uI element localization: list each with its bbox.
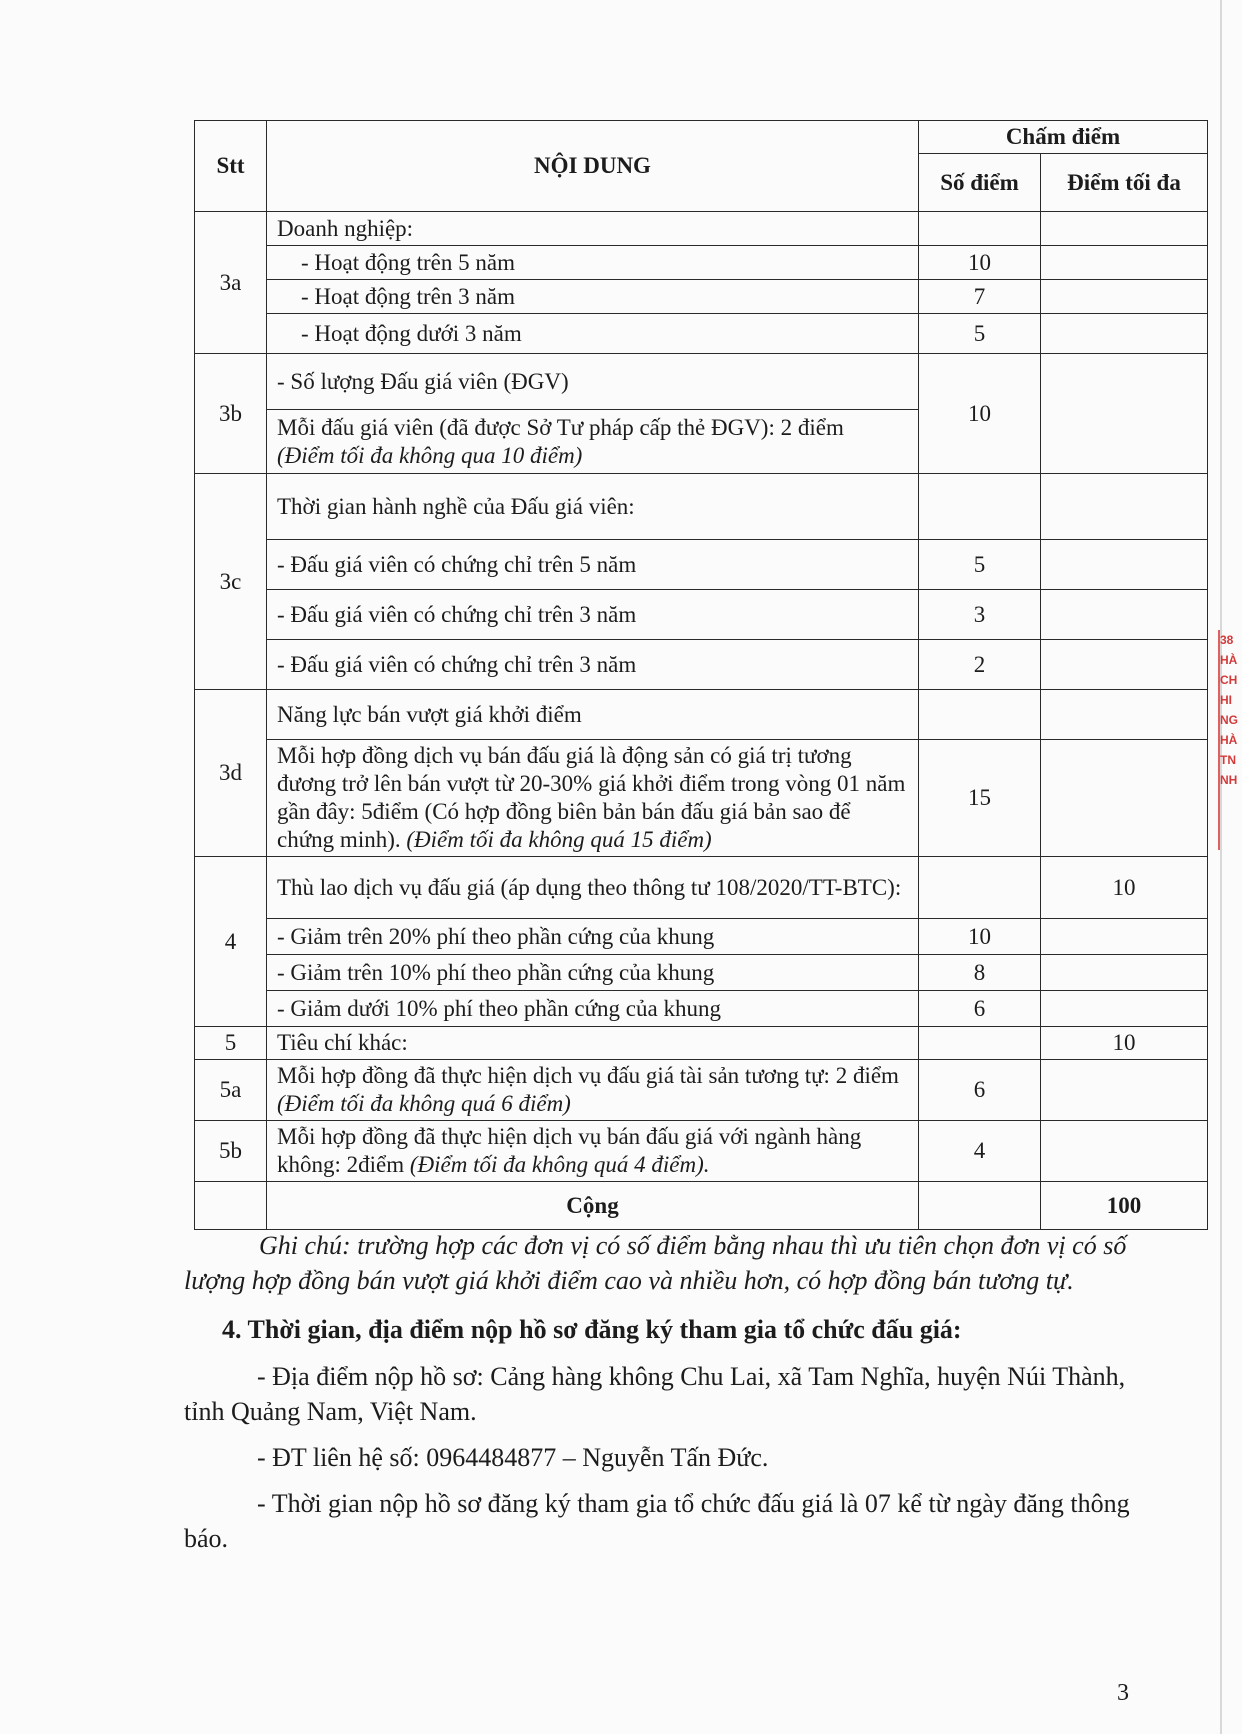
- page-edge-line: [1220, 0, 1222, 1734]
- header-score: Số điểm: [919, 154, 1041, 212]
- row-4-item-2: - Giảm trên 10% phí theo phần cứng của khung: [267, 955, 919, 991]
- scoring-table: [194, 120, 1208, 1230]
- stt-4: 4: [195, 857, 267, 1027]
- header-max-score: Điểm tối đa: [1041, 154, 1208, 212]
- row-4-item-1: - Giảm trên 20% phí theo phần cứng của khung: [267, 919, 919, 955]
- stt-5a: 5a: [195, 1060, 267, 1121]
- row-3a-score-1: 10: [919, 246, 1041, 280]
- header-stt: Stt: [195, 121, 267, 212]
- row-5b-score: 4: [919, 1121, 1041, 1182]
- section-4-heading: 4. Thời gian, địa điểm nộp hồ sơ đăng ký tham gia tổ chức đấu giá:: [222, 1315, 962, 1344]
- stt-5: 5: [195, 1027, 267, 1060]
- row-4-score-2: 8: [919, 955, 1041, 991]
- row-5-title: Tiêu chí khác:: [267, 1027, 919, 1060]
- table-note: Ghi chú: trường hợp các đơn vị có số điểm bằng nhau thì ưu tiên chọn đơn vị có số lượng hợp đồng bán vượt giá khởi điểm cao và nhiều hơn, có hợp đồng bán tương tự.: [184, 1231, 1127, 1295]
- row-5a-note: (Điểm tối đa không quá 6 điểm): [277, 1091, 571, 1116]
- row-3d-note: (Điểm tối đa không quá 15 điểm): [406, 827, 712, 852]
- red-seal-stamp-edge: 38 HÀ CH HI NG HÀ TN NH: [1218, 630, 1242, 850]
- page-number: 3: [1117, 1680, 1129, 1706]
- submission-location: - Địa điểm nộp hồ sơ: Cảng hàng không Chu Lai, xã Tam Nghĩa, huyện Núi Thành, tỉnh Quảng Nam, Việt Nam.: [184, 1362, 1126, 1426]
- body-text: [184, 1228, 1144, 1567]
- row-3b-score: 10: [919, 354, 1041, 474]
- row-3a-item-1: - Hoạt động trên 5 năm: [267, 246, 919, 280]
- row-5b-note: (Điểm tối đa không quá 4 điểm).: [409, 1152, 710, 1177]
- stt-5b: 5b: [195, 1121, 267, 1182]
- row-3c-title: Thời gian hành nghề của Đấu giá viên:: [267, 474, 919, 540]
- total-label: Cộng: [267, 1182, 919, 1230]
- row-3c-item-1: - Đấu giá viên có chứng chỉ trên 5 năm: [267, 540, 919, 590]
- row-3d-score: 15: [919, 740, 1041, 857]
- row-5a-score: 6: [919, 1060, 1041, 1121]
- row-3b-line-2: Mỗi đấu giá viên (đã được Sở Tư pháp cấp thẻ ĐGV): 2 điểm (Điểm tối đa không qua 10 điểm): [267, 410, 919, 474]
- row-3a-score-2: 7: [919, 280, 1041, 314]
- row-4-title: Thù lao dịch vụ đấu giá (áp dụng theo thông tư 108/2020/TT-BTC):: [267, 857, 919, 919]
- row-4-score-3: 6: [919, 991, 1041, 1027]
- row-4-score-1: 10: [919, 919, 1041, 955]
- submission-time: - Thời gian nộp hồ sơ đăng ký tham gia tổ chức đấu giá là 07 kể từ ngày đăng thông báo.: [184, 1489, 1130, 1553]
- stt-3a: 3a: [195, 212, 267, 354]
- row-3c-score-1: 5: [919, 540, 1041, 590]
- row-5-max: 10: [1041, 1027, 1208, 1060]
- row-3c-item-3: - Đấu giá viên có chứng chỉ trên 3 năm: [267, 640, 919, 690]
- row-3b-note: (Điểm tối đa không qua 10 điểm): [277, 442, 583, 468]
- row-5b-text: Mỗi hợp đồng đã thực hiện dịch vụ bán đấu giá với ngành hàng không: 2điểm (Điểm tối đa không quá 4 điểm).: [267, 1121, 919, 1182]
- row-5a-text: Mỗi hợp đồng đã thực hiện dịch vụ đấu giá tài sản tương tự: 2 điểm (Điểm tối đa không quá 6 điểm): [267, 1060, 919, 1121]
- row-3a-item-2: - Hoạt động trên 3 năm: [267, 280, 919, 314]
- stt-3c: 3c: [195, 474, 267, 690]
- row-3c-score-2: 3: [919, 590, 1041, 640]
- row-3d-text: Mỗi hợp đồng dịch vụ bán đấu giá là động sản có giá trị tương đương trở lên bán vượt từ 20-30% giá khởi điểm trong vòng 01 năm gần đây: 5điểm (Có hợp đồng biên bản bán đấu giá bản sao để chứng minh). (Điểm tối đa không quá 15 điểm): [267, 740, 919, 857]
- header-scoring: Chấm điểm: [919, 121, 1208, 154]
- stt-3b: 3b: [195, 354, 267, 474]
- row-4-item-3: - Giảm dưới 10% phí theo phần cứng của khung: [267, 991, 919, 1027]
- header-content: NỘI DUNG: [267, 121, 919, 212]
- row-3d-title: Năng lực bán vượt giá khởi điểm: [267, 690, 919, 740]
- row-3b-line-1: - Số lượng Đấu giá viên (ĐGV): [267, 354, 919, 410]
- row-3c-item-2: - Đấu giá viên có chứng chỉ trên 3 năm: [267, 590, 919, 640]
- row-3a-score-3: 5: [919, 314, 1041, 354]
- row-3c-score-3: 2: [919, 640, 1041, 690]
- contact-phone: - ĐT liên hệ số: 0964484877 – Nguyễn Tấn Đức.: [257, 1443, 769, 1472]
- row-3a-title: Doanh nghiệp:: [267, 212, 919, 246]
- row-3a-item-3: - Hoạt động dưới 3 năm: [267, 314, 919, 354]
- row-4-max: 10: [1041, 857, 1208, 919]
- total-max: 100: [1041, 1182, 1208, 1230]
- stt-3d: 3d: [195, 690, 267, 857]
